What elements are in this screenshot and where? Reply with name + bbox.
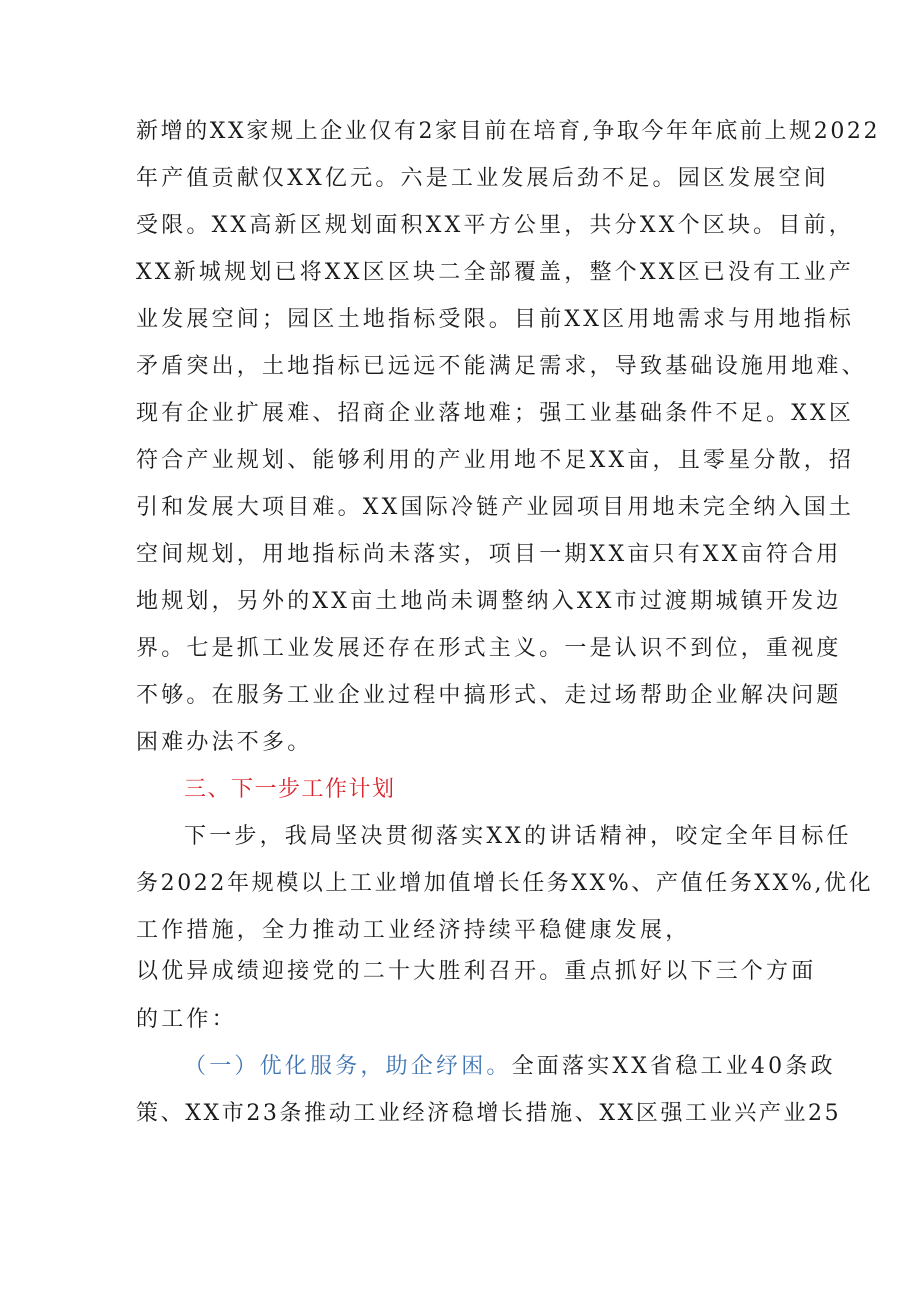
text-line: 地规划，另外的XX亩土地尚未调整纳入XX市过渡期城镇开发边 <box>136 589 842 614</box>
text-line: 工作措施，全力推动工业经济持续平稳健康发展， <box>136 918 691 943</box>
text-line: 务2022年规模以上工业增加值增长任务XX%、产值任务XX%,优化 <box>136 871 874 896</box>
subheading: （一）优化服务，助企纾困。 <box>184 1054 512 1079</box>
text-line: 符合产业规划、能够利用的产业用地不足XX亩，且零星分散，招 <box>136 448 855 473</box>
text-line: 业发展空间；园区土地指标受限。目前XX区用地需求与用地指标 <box>136 307 855 332</box>
text-line: 现有企业扩展难、招商企业落地难；强工业基础条件不足。XX区 <box>136 401 855 426</box>
text-line: 年产值贡献仅XX亿元。六是工业发展后劲不足。园区发展空间 <box>136 166 829 191</box>
text-line: 受限。XX高新区规划面积XX平方公里，共分XX个区块。目前， <box>136 213 854 238</box>
text-line: 新增的XX家规上企业仅有2家目前在培育,争取今年年底前上规2022 <box>136 119 881 144</box>
text-line: 的工作： <box>136 1007 237 1032</box>
text-line: 下一步，我局坚决贯彻落实XX的讲话精神，咬定全年目标任 <box>184 824 852 849</box>
text-line <box>184 1052 836 1082</box>
text-line: 困难办法不多。 <box>136 730 313 755</box>
text-line: 引和发展大项目难。XX国际冷链产业园项目用地未完全纳入国土 <box>136 495 855 520</box>
text-line: 策、XX市23条推动工业经济稳增长措施、XX区强工业兴产业25 <box>136 1101 842 1126</box>
text-line: 不够。在服务工业企业过程中搞形式、走过场帮助企业解决问题 <box>136 683 842 708</box>
text-line: XX新城规划已将XX区区块二全部覆盖，整个XX区已没有工业产 <box>136 260 854 285</box>
text-span: 全面落实XX省稳工业40条政 <box>511 1054 836 1079</box>
section-heading: 三、下一步工作计划 <box>184 777 396 802</box>
text-line: 空间规划，用地指标尚未落实，项目一期XX亩只有XX亩符合用 <box>136 542 842 567</box>
text-line: 界。七是抓工业发展还存在形式主义。一是认识不到位，重视度 <box>136 636 842 661</box>
text-line: 以优异成绩迎接党的二十大胜利召开。重点抓好以下三个方面 <box>136 959 817 984</box>
text-line: 矛盾突出，土地指标已远远不能满足需求，导致基础设施用地难、 <box>136 354 867 379</box>
